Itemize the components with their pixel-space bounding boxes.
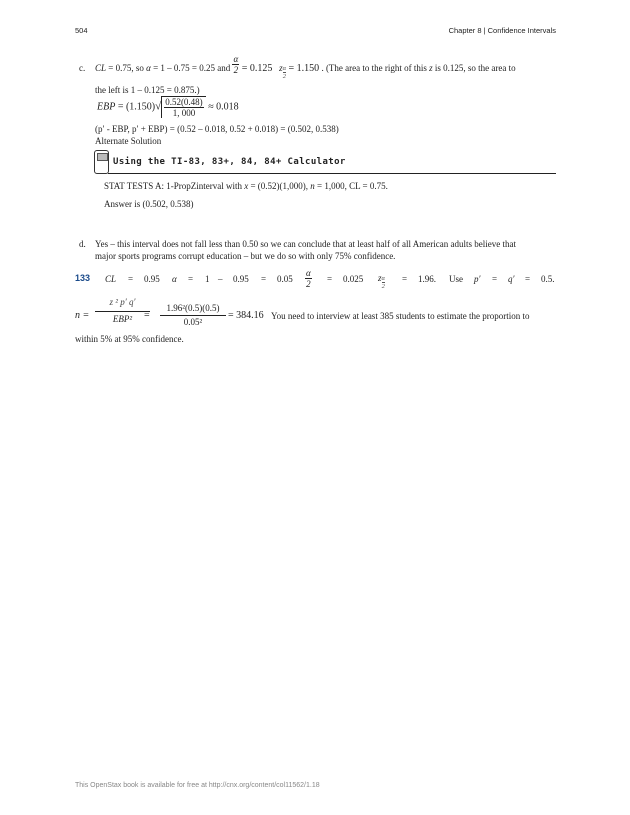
cl-symbol: CL — [95, 63, 107, 73]
value-05: 0.5. — [541, 274, 555, 284]
eq-sign: = — [144, 310, 150, 321]
running-header: Chapter 8 | Confidence Intervals — [448, 26, 556, 35]
footer-text: This OpenStax book is available for free at http://cnx.org/content/col11562/1.18 — [75, 782, 320, 789]
alpha-symbol-133: α — [172, 274, 177, 284]
heading-rule — [108, 173, 556, 174]
n-lhs — [75, 310, 89, 321]
sqrt-contents — [161, 96, 206, 118]
ebp-den: 1, 000 — [164, 107, 204, 118]
ebp-coef: = (1.150) — [115, 101, 156, 113]
answer-line: Answer is (0.502, 0.538) — [104, 199, 194, 209]
stat-start: STAT TESTS A: 1-PropZinterval with — [104, 181, 245, 191]
n-lhs-text: n = — [75, 310, 90, 321]
interval-line: (p′ - EBP, p′ + EBP) = (0.52 – 0.018, 0.52 + 0.018) = (0.502, 0.538) — [95, 124, 339, 134]
ebp-num: 0.52(0.48) — [165, 97, 203, 107]
z-value: = 1.150 — [286, 63, 320, 74]
z-sub-den: 2 — [282, 73, 286, 80]
frac-den: 2 — [233, 65, 239, 76]
stat-mid: = (0.52)(1,000), — [248, 181, 311, 191]
z-symbol: z — [279, 63, 283, 73]
p-prime: p′ — [474, 274, 481, 284]
conclusion-line1: You need to interview at least 385 students to estimate the proportion to — [271, 311, 530, 321]
ebp-formula — [97, 96, 239, 118]
eq-sign: = — [492, 274, 498, 284]
cl-value-133: 0.95 — [144, 274, 160, 284]
eq-sign: = — [525, 274, 531, 284]
part-d-label: d. — [79, 239, 86, 249]
problem-number: 133 — [75, 273, 91, 283]
formula2-denominator: 0.05² — [183, 317, 203, 327]
value-005: 0.05 — [277, 274, 293, 284]
frac-num: α — [233, 54, 239, 65]
cl-symbol-133 — [105, 273, 116, 285]
use-word: Use — [449, 274, 463, 284]
result-value: = 384.16 — [228, 310, 264, 321]
part-c-line1 — [95, 54, 516, 80]
formula2-bar — [160, 315, 226, 316]
q-prime: q′ — [508, 274, 515, 284]
eq-sign: = — [402, 274, 408, 284]
alpha-calc: = 1 – 0.75 = 0.25 and — [150, 63, 233, 73]
frac-den: 2 — [306, 279, 311, 289]
formula1-bar — [95, 311, 150, 312]
alpha-half-value: = 0.125 — [239, 63, 273, 74]
eq-sign: = — [261, 274, 267, 284]
eq-sign: = — [327, 274, 333, 284]
z-sub — [382, 275, 385, 290]
value-095: 0.95 — [233, 274, 249, 284]
page-number: 504 — [75, 26, 88, 35]
z-sub-num: α — [381, 275, 385, 282]
note-end: is 0.125, so the area to — [432, 63, 516, 73]
value-196: 1.96. — [418, 274, 436, 284]
frac — [305, 268, 312, 289]
conclusion-line2: within 5% at 95% confidence. — [75, 334, 184, 344]
part-d-line2: major sports programs corrupt education – but we do so with only 75% confidence. — [95, 251, 396, 261]
ebp-lhs: EBP — [97, 101, 116, 113]
one-value: 1 — [205, 274, 210, 284]
ebp-approx: ≈ 0.018 — [205, 101, 239, 113]
stat-end: = 1,000, CL = 0.75. — [314, 181, 388, 191]
stat-tests-line — [104, 180, 388, 192]
cl-text: CL — [105, 274, 117, 284]
eq-sign: = — [128, 274, 134, 284]
value-0025: 0.025 — [343, 274, 364, 284]
calculator-screen — [97, 153, 108, 161]
formula1-numerator: z ² p′ q′ — [109, 297, 136, 307]
sqrt-sign: √ — [155, 100, 162, 113]
cl-value: = 0.75, so — [106, 63, 147, 73]
stat-x: x — [244, 181, 249, 191]
part-c-line2: the left is 1 – 0.125 = 0.875.) — [95, 85, 200, 95]
z-text: z — [378, 273, 382, 283]
z-sub-num: α — [282, 65, 287, 72]
ebp-fraction — [164, 97, 204, 118]
part-d-line1: Yes – this interval does not fall less than 0.50 so we can conclude that at least half of all American adults believe that — [95, 239, 516, 249]
part-c-label: c. — [79, 63, 86, 73]
formula2-numerator: 1.96²(0.5)(0.5) — [166, 303, 220, 313]
formula1-denominator: EBP² — [112, 314, 133, 324]
z-sub-den: 2 — [381, 283, 385, 290]
alpha-symbol: α — [146, 63, 151, 73]
frac-num: α — [306, 268, 311, 278]
alpha-half-fraction-133 — [305, 268, 312, 289]
calculator-icon — [94, 150, 109, 174]
minus-sign: – — [218, 274, 223, 284]
z-alpha-half-133 — [378, 272, 385, 290]
calculator-heading: Using the TI-83, 83+, 84, 84+ Calculator — [113, 157, 346, 167]
alternate-solution-label: Alternate Solution — [95, 136, 162, 146]
stat-n: n — [310, 181, 315, 191]
note-var: z — [429, 63, 433, 73]
note-start: . (The area to the right of this — [319, 63, 430, 73]
eq-sign: = — [188, 274, 194, 284]
